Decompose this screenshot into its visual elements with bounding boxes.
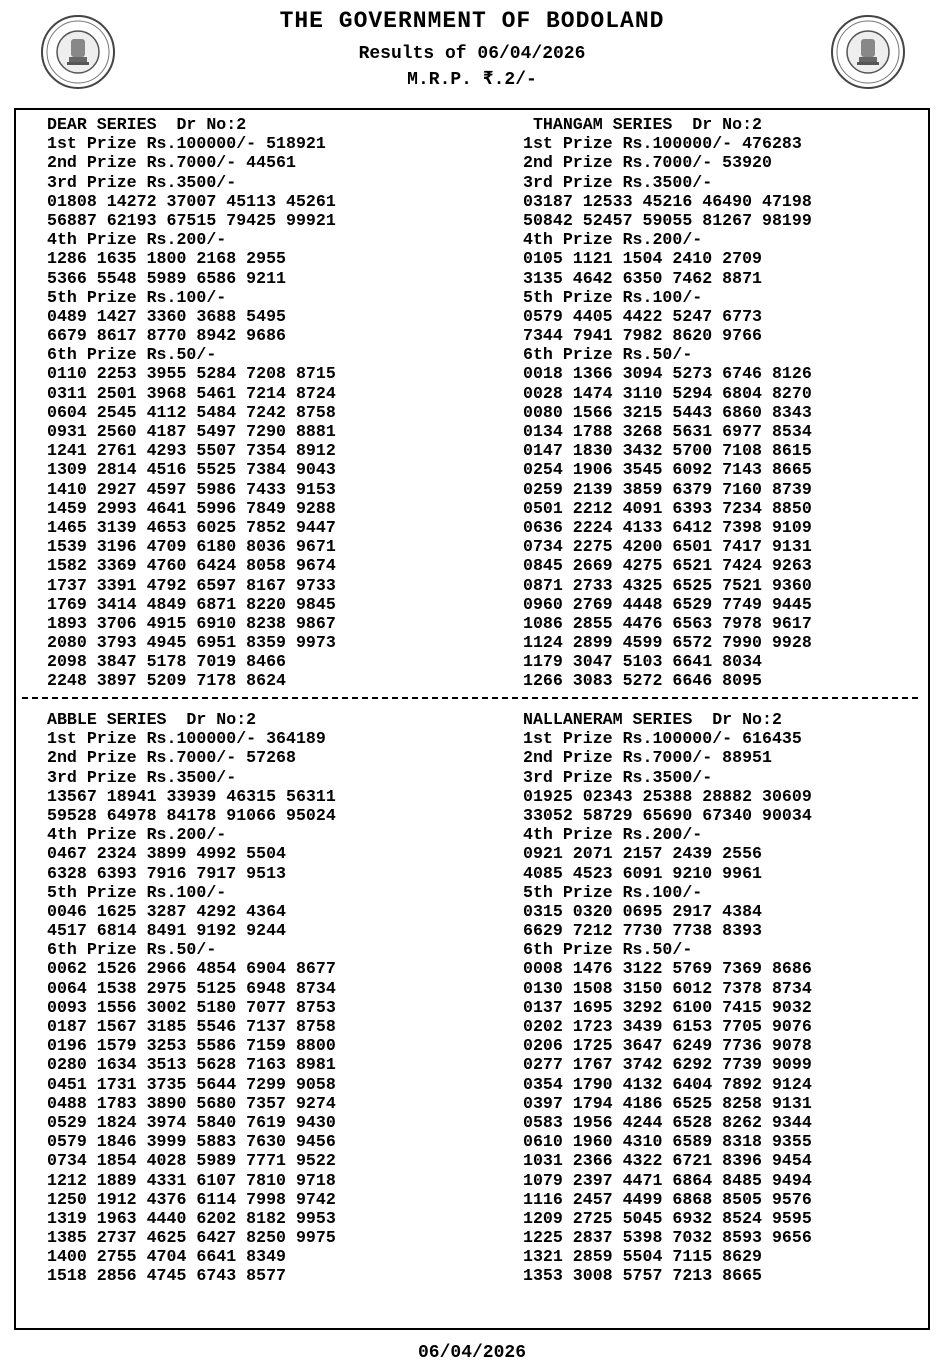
ticket-numbers-row: 1769 3414 4849 6871 8220 9845	[47, 594, 336, 614]
ticket-numbers-row: 1179 3047 5103 6641 8034	[523, 652, 762, 672]
series-heading: ABBLE SERIES Dr No:2	[47, 710, 257, 729]
ticket-numbers-row: 0093 1556 3002 5180 7077 8753	[47, 997, 336, 1017]
ticket-numbers-row: 0046 1625 3287 4292 4364	[47, 901, 286, 921]
ticket-numbers-row: 1465 3139 4653 6025 7852 9447	[47, 517, 336, 537]
ticket-numbers-row: 0604 2545 4112 5484 7242 8758	[47, 402, 336, 422]
ticket-numbers-row: 0259 2139 3859 6379 7160 8739	[523, 479, 812, 499]
ticket-numbers-row: 0134 1788 3268 5631 6977 8534	[523, 422, 812, 441]
ticket-numbers-row: 1737 3391 4792 6597 8167 9733	[47, 575, 336, 595]
section-divider	[22, 697, 918, 699]
ticket-numbers-row: 0734 2275 4200 6501 7417 9131	[523, 537, 812, 557]
page-title: THE GOVERNMENT OF BODOLAND	[279, 8, 665, 34]
ticket-numbers-row: 0636 2224 4133 6412 7398 9109	[523, 517, 812, 537]
ticket-numbers-row: 0206 1725 3647 6249 7736 9078	[523, 1036, 812, 1056]
prize-heading: 3rd Prize Rs.3500/-	[523, 767, 713, 787]
ticket-numbers-row: 0187 1567 3185 5546 7137 8758	[47, 1017, 336, 1036]
ticket-numbers-row: 1518 2856 4745 6743 8577	[47, 1266, 286, 1286]
ticket-numbers-row: 0610 1960 4310 6589 8318 9355	[523, 1132, 812, 1152]
prize-heading: 2nd Prize Rs.7000/- 44561	[47, 153, 296, 173]
ticket-numbers-row: 1225 2837 5398 7032 8593 9656	[523, 1228, 812, 1248]
ticket-numbers-row: 0397 1794 4186 6525 8258 9131	[523, 1093, 812, 1113]
ticket-numbers-row: 0105 1121 1504 2410 2709	[523, 249, 762, 269]
ticket-numbers-row: 2080 3793 4945 6951 8359 9973	[47, 633, 336, 653]
ticket-numbers-row: 1539 3196 4709 6180 8036 9671	[47, 537, 336, 557]
ticket-numbers-row: 0734 1854 4028 5989 7771 9522	[47, 1151, 336, 1171]
series-heading: DEAR SERIES Dr No:2	[47, 115, 247, 134]
ticket-numbers-row: 0018 1366 3094 5273 6746 8126	[523, 364, 812, 384]
ticket-numbers-row: 2098 3847 5178 7019 8466	[47, 652, 286, 672]
ticket-numbers-row: 0202 1723 3439 6153 7705 9076	[523, 1017, 812, 1036]
ticket-numbers-row: 0451 1731 3735 5644 7299 9058	[47, 1074, 336, 1094]
ticket-numbers-row: 7344 7941 7982 8620 9766	[523, 326, 762, 346]
prize-heading: 6th Prize Rs.50/-	[47, 940, 217, 960]
ticket-numbers-row: 1400 2755 4704 6641 8349	[47, 1247, 286, 1267]
ticket-numbers-row: 0062 1526 2966 4854 6904 8677	[47, 959, 336, 979]
prize-heading: 2nd Prize Rs.7000/- 57268	[47, 748, 296, 768]
ticket-numbers-row: 1385 2737 4625 6427 8250 9975	[47, 1228, 336, 1248]
series-heading: NALLANERAM SERIES Dr No:2	[523, 710, 782, 729]
prize-heading: 1st Prize Rs.100000/- 616435	[523, 729, 802, 749]
prize-heading: 4th Prize Rs.200/-	[47, 825, 227, 845]
results-date: Results of 06/04/2026	[358, 44, 586, 64]
ticket-numbers-row: 33052 58729 65690 67340 90034	[523, 805, 812, 825]
ticket-numbers-row: 0354 1790 4132 6404 7892 9124	[523, 1074, 812, 1094]
ticket-numbers-row: 1353 3008 5757 7213 8665	[523, 1266, 762, 1286]
series-heading: THANGAM SERIES Dr No:2	[523, 115, 762, 134]
ticket-numbers-row: 1582 3369 4760 6424 8058 9674	[47, 556, 336, 576]
ticket-numbers-row: 0579 4405 4422 5247 6773	[523, 306, 762, 326]
ticket-numbers-row: 0960 2769 4448 6529 7749 9445	[523, 594, 812, 614]
ticket-numbers-row: 0080 1566 3215 5443 6860 8343	[523, 402, 812, 422]
ticket-numbers-row: 1212 1889 4331 6107 7810 9718	[47, 1170, 336, 1190]
ticket-numbers-row: 0921 2071 2157 2439 2556	[523, 844, 762, 864]
ticket-numbers-row: 0130 1508 3150 6012 7378 8734	[523, 978, 812, 998]
ticket-numbers-row: 3135 4642 6350 7462 8871	[523, 268, 762, 288]
ticket-numbers-row: 4085 4523 6091 9210 9961	[523, 863, 762, 883]
ticket-numbers-row: 0028 1474 3110 5294 6804 8270	[523, 383, 812, 403]
ticket-numbers-row: 4517 6814 8491 9192 9244	[47, 921, 286, 941]
ticket-numbers-row: 1086 2855 4476 6563 7978 9617	[523, 613, 812, 633]
prize-heading: 5th Prize Rs.100/-	[523, 882, 703, 902]
ticket-numbers-row: 1266 3083 5272 6646 8095	[523, 671, 762, 691]
ticket-numbers-row: 0311 2501 3968 5461 7214 8724	[47, 383, 336, 403]
ticket-numbers-row: 1410 2927 4597 5986 7433 9153	[47, 479, 336, 499]
prize-heading: 5th Prize Rs.100/-	[523, 287, 703, 307]
ticket-numbers-row: 0583 1956 4244 6528 8262 9344	[523, 1112, 812, 1132]
ticket-numbers-row: 0277 1767 3742 6292 7739 9099	[523, 1055, 812, 1075]
ticket-numbers-row: 1321 2859 5504 7115 8629	[523, 1247, 762, 1267]
prize-heading: 3rd Prize Rs.3500/-	[47, 767, 237, 787]
ticket-numbers-row: 1250 1912 4376 6114 7998 9742	[47, 1189, 336, 1209]
ticket-numbers-row: 5366 5548 5989 6586 9211	[47, 268, 286, 288]
ticket-numbers-row: 1893 3706 4915 6910 8238 9867	[47, 613, 336, 633]
prize-heading: 6th Prize Rs.50/-	[523, 940, 693, 960]
ticket-numbers-row: 13567 18941 33939 46315 56311	[47, 786, 336, 806]
ticket-numbers-row: 0064 1538 2975 5125 6948 8734	[47, 978, 336, 998]
ticket-numbers-row: 0137 1695 3292 6100 7415 9032	[523, 997, 812, 1017]
footer-date: 06/04/2026	[417, 1343, 527, 1363]
ticket-numbers-row: 0280 1634 3513 5628 7163 8981	[47, 1055, 336, 1075]
prize-heading: 1st Prize Rs.100000/- 476283	[523, 134, 802, 154]
mrp-price: M.R.P. ₹.2/-	[407, 70, 537, 90]
ticket-numbers-row: 6328 6393 7916 7917 9513	[47, 863, 286, 883]
ticket-numbers-row: 0501 2212 4091 6393 7234 8850	[523, 498, 812, 518]
ticket-numbers-row: 0488 1783 3890 5680 7357 9274	[47, 1093, 336, 1113]
ticket-numbers-row: 59528 64978 84178 91066 95024	[47, 805, 336, 825]
ticket-numbers-row: 0254 1906 3545 6092 7143 8665	[523, 460, 812, 480]
ticket-numbers-row: 0845 2669 4275 6521 7424 9263	[523, 556, 812, 576]
prize-heading: 4th Prize Rs.200/-	[523, 230, 703, 250]
ticket-numbers-row: 1319 1963 4440 6202 8182 9953	[47, 1208, 336, 1228]
ticket-numbers-row: 01808 14272 37007 45113 45261	[47, 191, 336, 211]
ticket-numbers-row: 0489 1427 3360 3688 5495	[47, 306, 286, 326]
prize-heading: 4th Prize Rs.200/-	[47, 230, 227, 250]
prize-heading: 1st Prize Rs.100000/- 364189	[47, 729, 326, 749]
ticket-numbers-row: 03187 12533 45216 46490 47198	[523, 191, 812, 211]
ticket-numbers-row: 1209 2725 5045 6932 8524 9595	[523, 1208, 812, 1228]
ticket-numbers-row: 0110 2253 3955 5284 7208 8715	[47, 364, 336, 384]
ticket-numbers-row: 1124 2899 4599 6572 7990 9928	[523, 633, 812, 653]
ticket-numbers-row: 1079 2397 4471 6864 8485 9494	[523, 1170, 812, 1190]
prize-heading: 4th Prize Rs.200/-	[523, 825, 703, 845]
series-block	[47, 115, 336, 691]
ticket-numbers-row: 0529 1824 3974 5840 7619 9430	[47, 1112, 336, 1132]
ticket-numbers-row: 56887 62193 67515 79425 99921	[47, 210, 336, 230]
ticket-numbers-row: 6629 7212 7730 7738 8393	[523, 921, 762, 941]
ticket-numbers-row: 0579 1846 3999 5883 7630 9456	[47, 1132, 336, 1152]
series-block	[47, 710, 336, 1286]
prize-heading: 6th Prize Rs.50/-	[47, 345, 217, 365]
ticket-numbers-row: 0008 1476 3122 5769 7369 8686	[523, 959, 812, 979]
prize-heading: 1st Prize Rs.100000/- 518921	[47, 134, 326, 154]
series-block	[523, 115, 812, 691]
ticket-numbers-row: 1309 2814 4516 5525 7384 9043	[47, 460, 336, 480]
ticket-numbers-row: 1116 2457 4499 6868 8505 9576	[523, 1189, 812, 1209]
prize-heading: 5th Prize Rs.100/-	[47, 882, 227, 902]
ticket-numbers-row: 0931 2560 4187 5497 7290 8881	[47, 422, 336, 441]
ticket-numbers-row: 0467 2324 3899 4992 5504	[47, 844, 286, 864]
ticket-numbers-row: 1286 1635 1800 2168 2955	[47, 249, 286, 269]
ticket-numbers-row: 50842 52457 59055 81267 98199	[523, 210, 812, 230]
prize-heading: 3rd Prize Rs.3500/-	[47, 172, 237, 192]
page-header	[0, 0, 944, 104]
ticket-numbers-row: 2248 3897 5209 7178 8624	[47, 671, 286, 691]
ticket-numbers-row: 0147 1830 3432 5700 7108 8615	[523, 441, 812, 461]
series-block	[523, 710, 812, 1286]
ticket-numbers-row: 1031 2366 4322 6721 8396 9454	[523, 1151, 812, 1171]
ticket-numbers-row: 01925 02343 25388 28882 30609	[523, 786, 812, 806]
ticket-numbers-row: 1459 2993 4641 5996 7849 9288	[47, 498, 336, 518]
ticket-numbers-row: 0871 2733 4325 6525 7521 9360	[523, 575, 812, 595]
prize-heading: 2nd Prize Rs.7000/- 53920	[523, 153, 772, 173]
ticket-numbers-row: 1241 2761 4293 5507 7354 8912	[47, 441, 336, 461]
ticket-numbers-row: 0315 0320 0695 2917 4384	[523, 901, 762, 921]
prize-heading: 2nd Prize Rs.7000/- 88951	[523, 748, 772, 768]
prize-heading: 3rd Prize Rs.3500/-	[523, 172, 713, 192]
prize-heading: 6th Prize Rs.50/-	[523, 345, 693, 365]
ticket-numbers-row: 0196 1579 3253 5586 7159 8800	[47, 1036, 336, 1056]
ticket-numbers-row: 6679 8617 8770 8942 9686	[47, 326, 286, 346]
prize-heading: 5th Prize Rs.100/-	[47, 287, 227, 307]
